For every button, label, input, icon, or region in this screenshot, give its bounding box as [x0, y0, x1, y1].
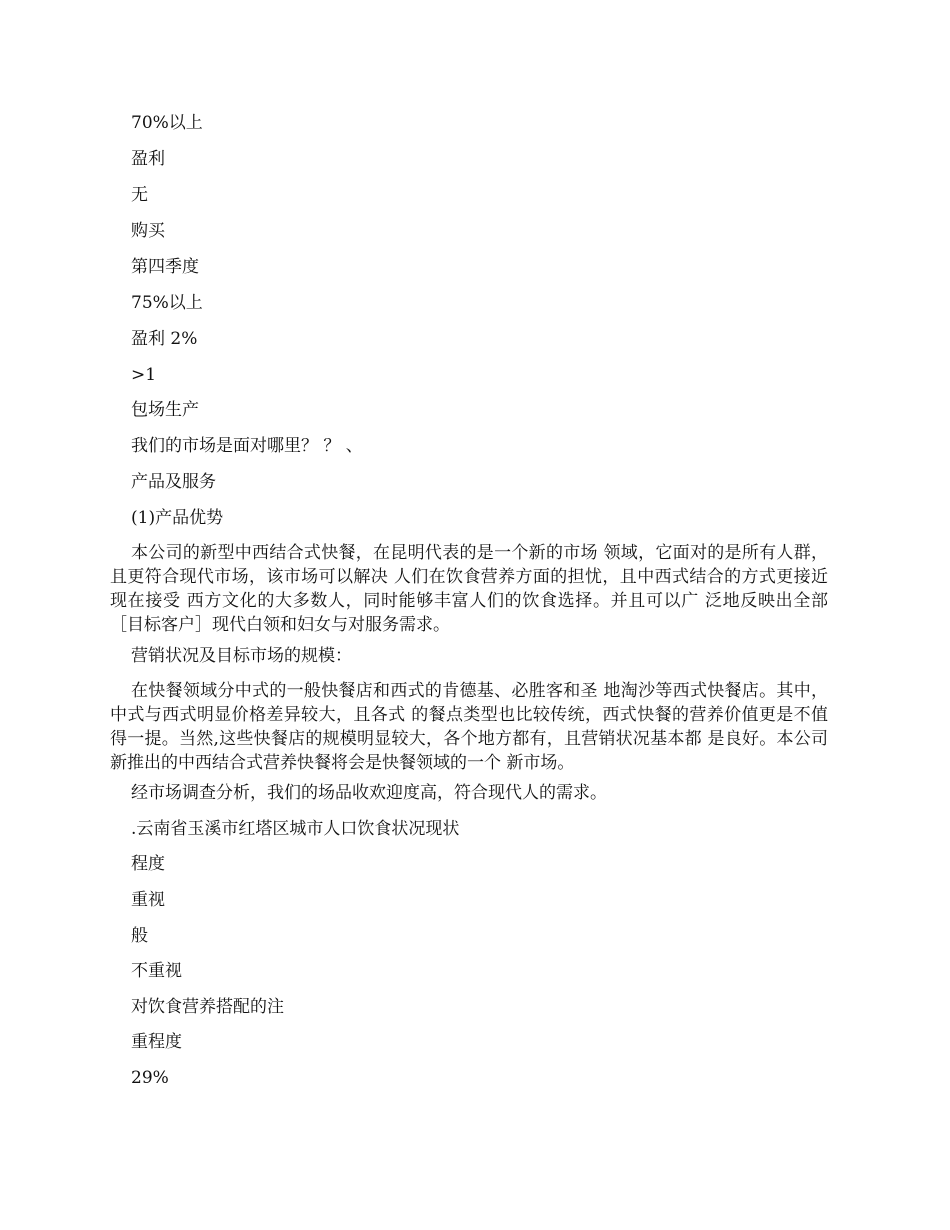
text-line: 购买: [131, 221, 165, 241]
paragraph-heading-marketing: 营销状况及目标市场的规模：: [131, 646, 352, 666]
paragraph-survey-result: 经市场调查分析，我们的场品收欢迎度高，符合现代人的需求。: [131, 783, 607, 803]
table-line: 重程度: [131, 1032, 182, 1052]
table-line: 不重视: [131, 961, 182, 981]
table-line: 29%: [131, 1068, 169, 1088]
subsection-heading: (1)产品优势: [131, 508, 224, 528]
text-line: 盈利 2%: [131, 329, 198, 349]
section-heading: 产品及服务: [131, 472, 216, 492]
table-title: .云南省玉溪市红塔区城市人口饮食状况现状: [131, 819, 460, 839]
paragraph-product-advantage: 本公司的新型中西结合式快餐，在昆明代表的是一个新的市场 领域，它面对的是所有人群，且更符合现代市场，该市场可以解决 人们在饮食营养方面的担忧，且中西式结合的方式更接近现在接受 西方文化的大多数人，同时能够丰富人们的饮食选择。并且可以广 泛地反映出全部［目标客户］现代白领和妇女与对服务需求。: [110, 543, 828, 635]
text-line: 盈利: [131, 149, 165, 169]
text-line: 包场生产: [131, 400, 199, 420]
text-line: 我们的市场是面对哪里？ ？ 、: [131, 436, 363, 456]
table-line: 重视: [131, 890, 165, 910]
text-line: 70%以上: [131, 113, 203, 133]
table-line: 程度: [131, 854, 165, 874]
table-line: 般: [131, 926, 148, 946]
text-line: 无: [131, 185, 148, 205]
table-line: 对饮食营养搭配的注: [131, 997, 284, 1017]
text-line: 第四季度: [131, 257, 199, 277]
text-line: >1: [131, 365, 157, 385]
text-line: 75%以上: [131, 293, 203, 313]
paragraph-market-analysis: 在快餐领域分中式的一般快餐店和西式的肯德基、必胜客和圣 地淘沙等西式快餐店。其中，中式与西式明显价格差异较大，且各式 的餐点类型也比较传统，西式快餐的营养价值更是不值得一提。当然,这些快餐店的规模明显较大，各个地方都有，且营销状况基本都 是良好。本公司新推出的中西结合式营养快餐将会是快餐领域的一个 新市场。: [110, 681, 828, 773]
